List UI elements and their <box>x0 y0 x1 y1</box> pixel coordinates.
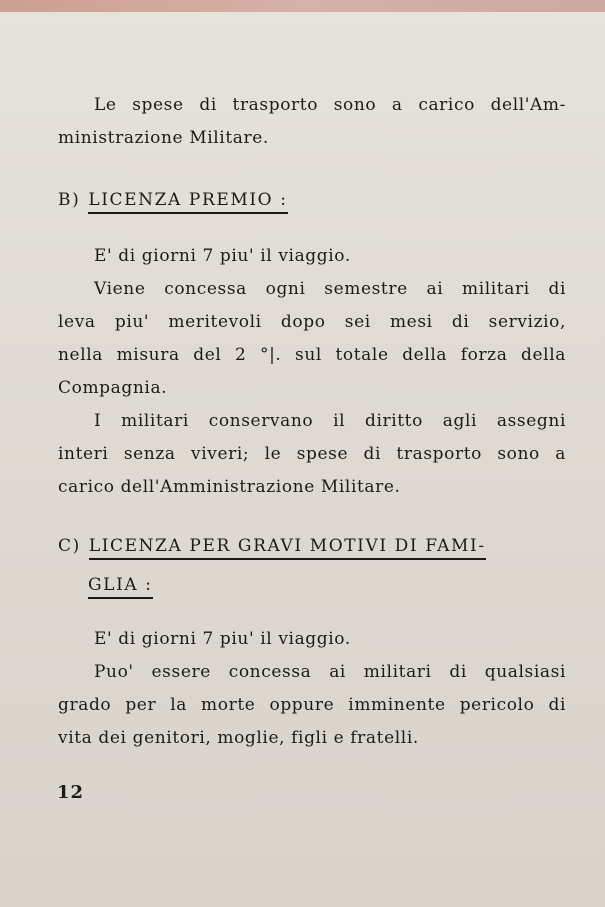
page-top-edge <box>0 0 605 12</box>
section-b-body <box>58 240 566 504</box>
section-b-p2-line-2: leva piu' meritevoli dopo sei mesi di servizio, <box>58 312 566 332</box>
section-b-p3-line-3: carico dell'Amministrazione Militare. <box>58 477 401 497</box>
intro-line-2: ministrazione Militare. <box>58 128 269 148</box>
section-c-body <box>58 623 566 755</box>
section-c-letter: C) <box>58 536 81 556</box>
section-b-p1: E' di giorni 7 piu' il viaggio. <box>94 246 351 266</box>
section-c-p2-line-3: vita dei genitori, moglie, figli e fratelli. <box>58 728 419 748</box>
intro-line-1: Le spese di trasporto sono a carico dell'Am- <box>94 95 566 115</box>
section-b-p2-line-1: Viene concessa ogni semestre ai militari di <box>94 279 566 299</box>
section-c-p2-line-2: grado per la morte oppure imminente pericolo di <box>58 695 566 715</box>
section-b-p2-line-3: nella misura del 2 °|. sul totale della forza della <box>58 345 566 365</box>
section-c-p1: E' di giorni 7 piu' il viaggio. <box>94 629 351 649</box>
section-b-p3-line-1: I militari conservano il diritto agli assegni <box>94 411 566 431</box>
intro-paragraph <box>58 89 566 155</box>
section-b-p3-line-2: interi senza viveri; le spese di trasporto sono a <box>58 444 566 464</box>
page-number: 12 <box>57 782 85 803</box>
section-b-heading <box>58 190 566 210</box>
section-b-letter: B) <box>58 190 81 210</box>
section-c-p2-line-1: Puo' essere concessa ai militari di qualsiasi <box>94 662 566 682</box>
section-c-title-line-2: GLIA : <box>88 575 153 599</box>
section-b-p2-line-4: Compagnia. <box>58 378 168 398</box>
section-b-title: LICENZA PREMIO : <box>88 190 287 214</box>
section-c-heading-cont <box>88 575 153 595</box>
section-c-heading <box>58 536 566 556</box>
section-c-title-line-1: LICENZA PER GRAVI MOTIVI DI FAMI- <box>89 536 486 560</box>
